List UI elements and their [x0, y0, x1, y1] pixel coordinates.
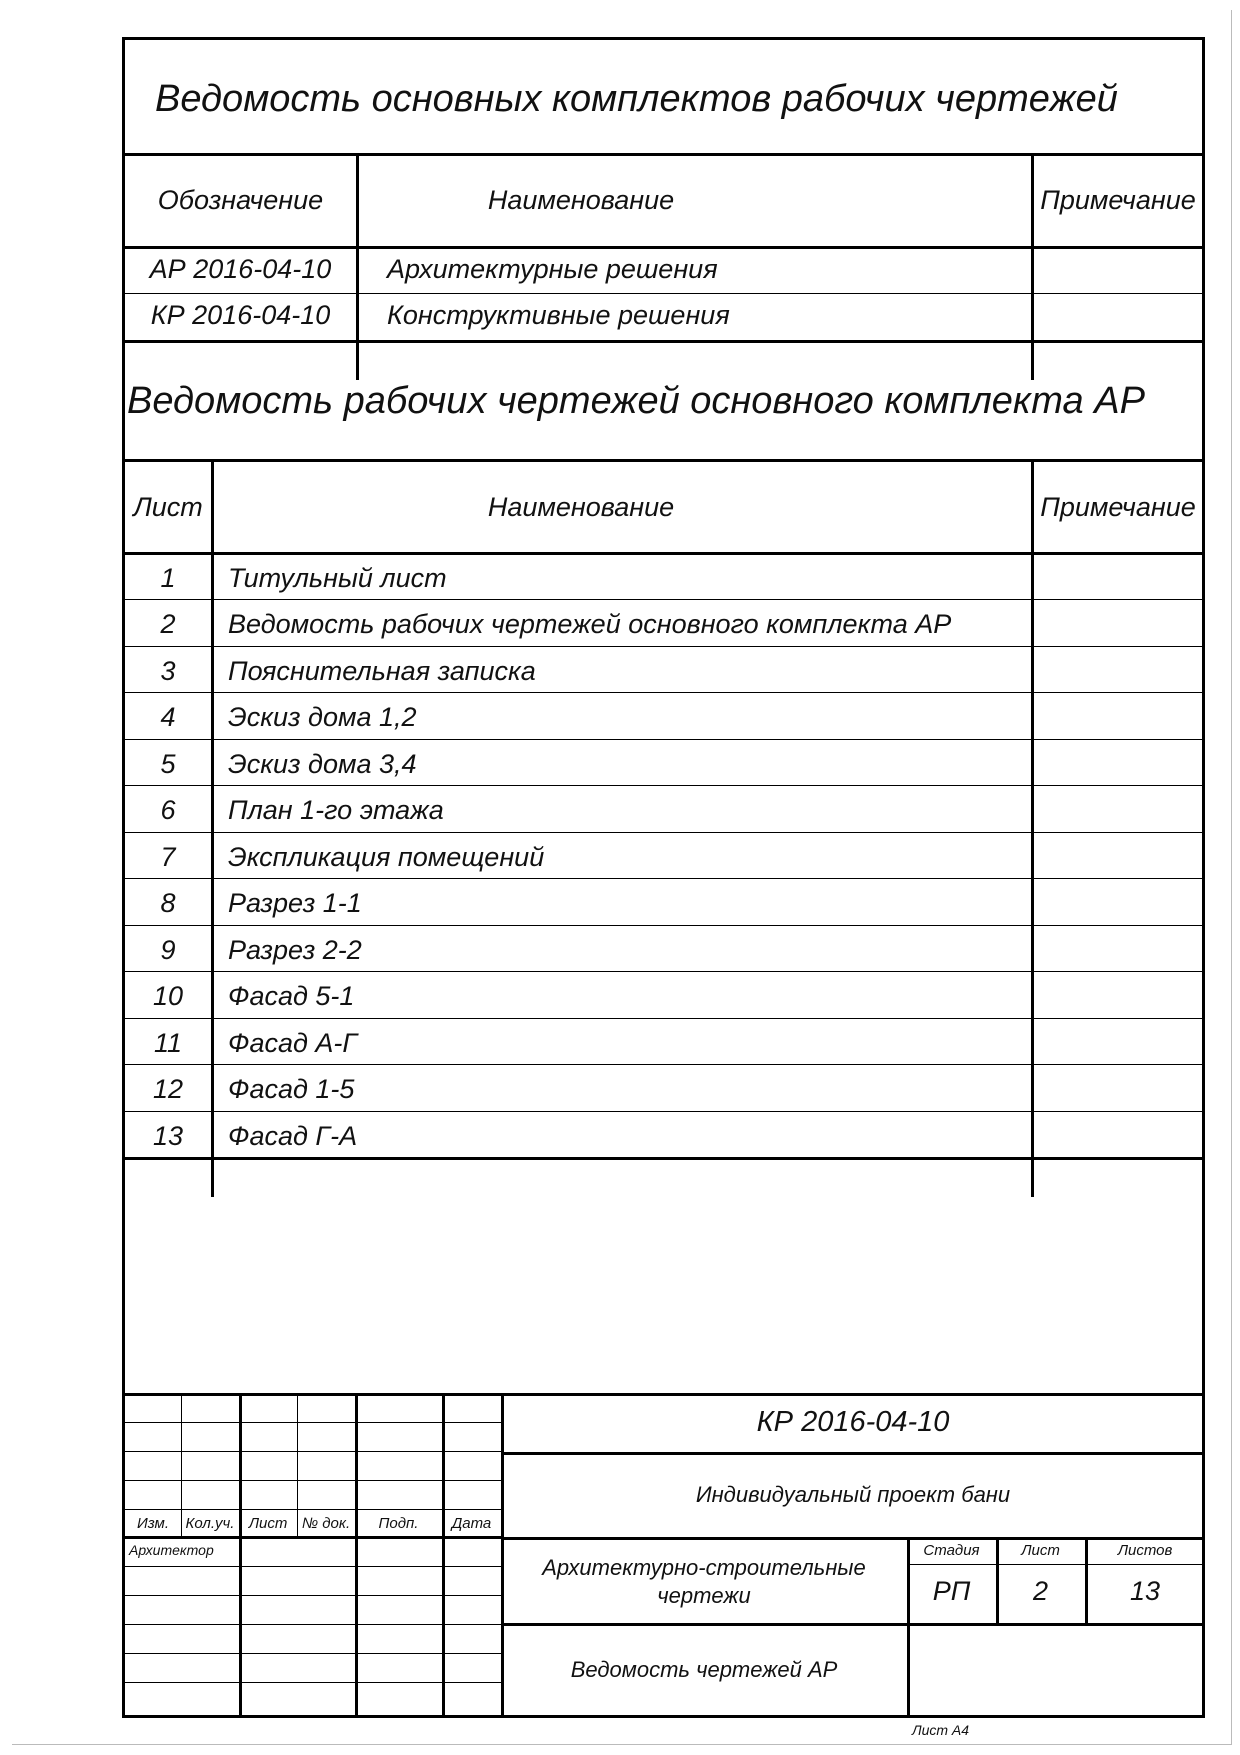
row-sheet-number: 6	[160, 795, 176, 825]
row-divider	[125, 971, 1202, 972]
column-divider	[1031, 459, 1034, 1197]
row-drawing-name: Разрез 1-1	[228, 888, 362, 918]
divider	[125, 153, 1202, 156]
header-name: Наименование	[487, 185, 675, 215]
stamp-col-izm: Изм.	[137, 1515, 169, 1532]
row-drawing-name: Фасад А-Г	[228, 1028, 358, 1058]
row-divider	[125, 785, 1202, 786]
row-sheet-number: 7	[160, 842, 176, 872]
row-sheet-number: 13	[152, 1121, 184, 1151]
format-note: Лист А4	[912, 1722, 970, 1738]
row-divider	[125, 925, 1202, 926]
row-divider	[125, 692, 1202, 693]
stamp-grid-line	[125, 1566, 501, 1567]
row-divider	[125, 646, 1202, 647]
row-divider	[125, 832, 1202, 833]
row-drawing-name: Разрез 2-2	[228, 935, 362, 965]
stamp-col-data: Дата	[451, 1515, 492, 1532]
drawing-frame	[122, 37, 1205, 1718]
set-name: Конструктивные решения	[387, 300, 730, 330]
stamp-grid-line	[501, 1537, 1202, 1540]
stamp-sheets-label: Листов	[1117, 1542, 1173, 1559]
stamp-grid-line	[125, 1682, 501, 1683]
row-sheet-number: 2	[160, 609, 176, 639]
row-drawing-name: Фасад Г-А	[228, 1121, 358, 1151]
row-drawing-name: Фасад 1-5	[228, 1074, 355, 1104]
stamp-grid-line	[125, 1624, 501, 1625]
row-divider	[125, 878, 1202, 879]
stamp-grid-line	[355, 1393, 358, 1718]
stamp-grid-line	[501, 1452, 1202, 1455]
header-sheet: Лист	[133, 492, 203, 522]
main-title: Ведомость основных комплектов рабочих чертежей	[155, 78, 1118, 120]
row-divider	[125, 293, 1202, 294]
stamp-col-list: Лист	[248, 1515, 288, 1532]
divider	[125, 246, 1202, 249]
stamp-grid-line	[125, 1595, 501, 1596]
header-name: Наименование	[487, 492, 675, 522]
stamp-grid-line	[501, 1623, 1202, 1626]
divider	[125, 1157, 1202, 1160]
set-designation: КР 2016-04-10	[150, 300, 331, 330]
row-divider	[125, 1064, 1202, 1065]
stamp-project: Индивидуальный проект бани	[695, 1482, 1011, 1507]
stamp-sheets-total-value: 13	[1129, 1576, 1161, 1606]
stamp-drawing-type-line2: чертежи	[657, 1583, 751, 1608]
stamp-grid-line	[125, 1451, 501, 1452]
stamp-sheet-name: Ведомость чертежей АР	[570, 1657, 838, 1682]
row-sheet-number: 3	[160, 656, 176, 686]
header-note: Примечание	[1040, 492, 1196, 522]
stamp-grid-line	[907, 1564, 1202, 1565]
row-sheet-number: 9	[160, 935, 176, 965]
stamp-grid-line	[125, 1536, 501, 1539]
stamp-drawing-type-line1: Архитектурно-строительные	[542, 1555, 866, 1580]
row-drawing-name: Пояснительная записка	[228, 656, 536, 686]
stamp-sheet-value: 2	[1032, 1576, 1049, 1606]
divider	[125, 552, 1202, 555]
row-divider	[125, 739, 1202, 740]
row-drawing-name: Фасад 5-1	[228, 981, 355, 1011]
stamp-grid-line	[125, 1509, 501, 1510]
stamp-sheet-label: Лист	[1021, 1542, 1060, 1559]
row-sheet-number: 12	[152, 1074, 184, 1104]
column-divider	[211, 459, 214, 1197]
stamp-grid-line	[442, 1393, 445, 1718]
row-drawing-name: Эскиз дома 3,4	[228, 749, 417, 779]
row-drawing-name: Эскиз дома 1,2	[228, 702, 417, 732]
divider	[125, 459, 1202, 462]
stamp-role: Архитектор	[129, 1542, 214, 1558]
row-sheet-number: 11	[153, 1028, 183, 1058]
row-sheet-number: 10	[152, 981, 184, 1011]
row-drawing-name: План 1-го этажа	[228, 795, 444, 825]
stamp-grid-line	[125, 1480, 501, 1481]
stamp-grid-line	[125, 1653, 501, 1654]
row-sheet-number: 4	[160, 702, 176, 732]
stamp-top-border	[125, 1393, 1202, 1396]
stamp-col-podp: Подп.	[378, 1515, 419, 1532]
stamp-col-kol-uch: Кол.уч.	[185, 1515, 235, 1532]
row-sheet-number: 1	[160, 563, 176, 593]
stamp-grid-line	[239, 1393, 242, 1718]
stamp-grid-line	[125, 1422, 501, 1423]
stamp-code: КР 2016-04-10	[756, 1406, 950, 1438]
row-divider	[125, 599, 1202, 600]
row-sheet-number: 5	[160, 749, 176, 779]
stamp-col-doc-no: № док.	[301, 1515, 351, 1532]
row-drawing-name: Титульный лист	[228, 563, 447, 593]
set-name: Архитектурные решения	[387, 254, 718, 284]
divider	[125, 340, 1202, 343]
row-drawing-name: Экспликация помещений	[228, 842, 545, 872]
row-divider	[125, 1111, 1202, 1112]
stamp-stage-label: Стадия	[923, 1542, 980, 1559]
set-designation: АР 2016-04-10	[149, 254, 332, 284]
stamp-stage-value: РП	[932, 1576, 971, 1606]
header-note: Примечание	[1040, 185, 1196, 215]
header-designation: Обозначение	[157, 185, 324, 215]
row-sheet-number: 8	[160, 888, 176, 918]
second-title: Ведомость рабочих чертежей основного комплекта АР	[127, 380, 1145, 422]
row-drawing-name: Ведомость рабочих чертежей основного комплекта АР	[228, 609, 952, 639]
row-divider	[125, 1018, 1202, 1019]
